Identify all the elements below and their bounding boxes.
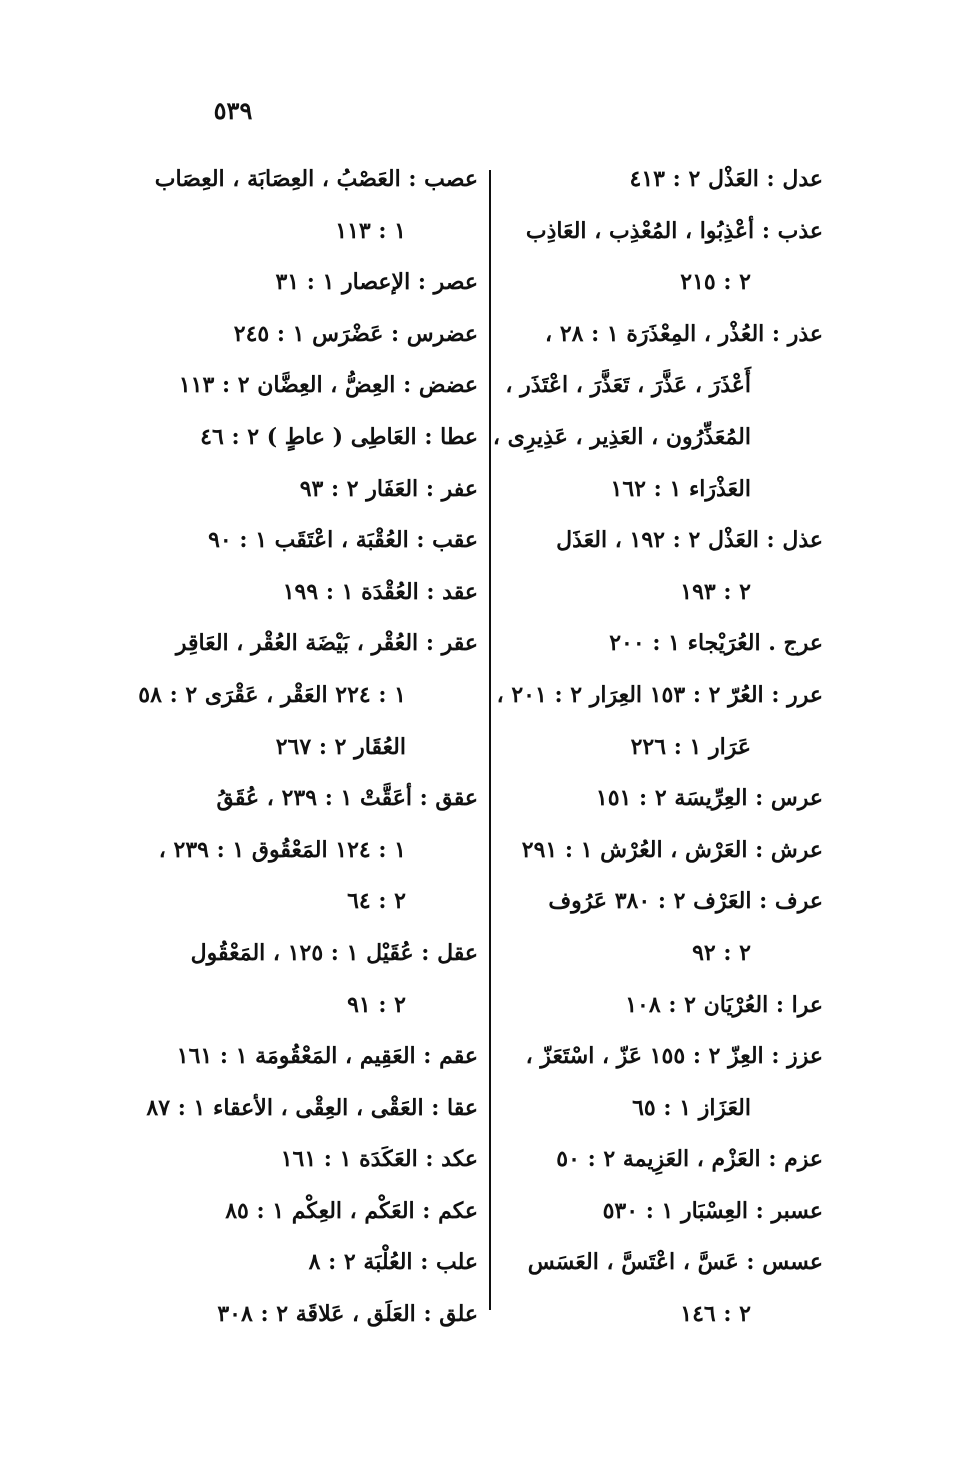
entry-line: عكم : العَكْم ، العِكْم ١ : ٨٥ (225, 1197, 478, 1224)
entry-line: علب : العُلْبَة ٢ : ٨ (308, 1249, 478, 1276)
entry-line: عقل : عُقَيْل ١ : ١٢٥ ، المَعْقُول (190, 939, 478, 966)
entry-line: عقم : العَقِيم ، المَعْقُومَة ١ : ١٦١ (176, 1043, 478, 1070)
left-column (138, 154, 478, 1341)
entry-continuation-line: أَعْذَرَ ، عَذَّرَ ، تَعَذَّرَ ، اعْتَذَر ، (505, 372, 751, 399)
entry-continuation-line: ٢ : ٦٤ (347, 888, 406, 915)
entry-line: عضرس : عَضْرَس ١ : ٢٤٥ (233, 320, 478, 347)
entry-continuation-line: عَرَار ١ : ٢٢٦ (630, 733, 751, 760)
entry-line: عذل : العَذْل ٢ : ١٩٢ ، العَذَل (556, 527, 823, 554)
entry-line: عدل : العَذْل ٢ : ٤١٣ (629, 166, 823, 192)
entry-line: علق : العَلَق ، عَلاقَة ٢ : ٣٠٨ (217, 1301, 478, 1328)
entry-line: عقر : العُقْر ، بَيْضَة العُقْر ، العَاقِر (175, 630, 478, 657)
entry-line: عرش : العَرْش ، العُرْش ١ : ٢٩١ (521, 836, 823, 863)
entry-continuation-line: ١ : ١٢٤ المَعْقُوق ١ : ٢٣٩ ، (158, 836, 406, 863)
entry-line: عرف : العَرْف ٢ : ٣٨٠ عَرُوف (548, 888, 823, 915)
entry-line: عرج . العُرَيْجاء ١ : ٢٠٠ (609, 630, 823, 657)
entry-line: عقق : أعَقَّتْ ١ : ٢٣٩ ، عُقَقُ (216, 785, 478, 812)
entry-continuation-line: ٢ : ٢١٥ (680, 269, 751, 296)
entry-line: عصر : الإعصار ١ : ٣١ (275, 269, 478, 296)
entry-line: عزز : العِزّ ٢ : ١٥٥ عَزّ ، اسْتَعَزّ ، (525, 1043, 823, 1070)
entry-continuation-line: ٢ : ١٩٣ (680, 578, 751, 605)
entry-line: عقد : العُقْدَة ١ : ١٩٩ (282, 578, 478, 605)
entry-continuation-line: ١ : ١١٣ (335, 217, 406, 244)
entry-continuation-line: ١ : ٢٢٤ العَقْر ، عَقْرَى ٢ : ٥٨ (138, 681, 406, 708)
entry-line: عقب : العُقْبَة ، اعْتَقَب ١ : ٩٠ (208, 527, 478, 554)
entry-line: عضض : العِضُّ ، العِضَّان ٢ : ١١٣ (178, 372, 478, 399)
page-number: ٥٣٩ (213, 96, 253, 125)
entry-line: عزم : العَزْم ، العَزِيمة ٢ : ٥٠ (556, 1146, 823, 1173)
column-divider (489, 170, 491, 1310)
entry-line: عكد : العَكَدَة ١ : ١٦١ (280, 1146, 478, 1173)
entry-line: عذر : العُذْر ، المِعْذَرَة ١ : ٢٨ ، (545, 320, 823, 347)
entry-line: عرر : العُرّ ٢ : ١٥٣ العِرَار ٢ : ٢٠١ ، (496, 681, 823, 708)
entry-line: عرا : العُرْيَان ٢ : ١٠٨ (625, 991, 823, 1018)
entry-line: عسبر : العِسْبَار ١ : ٥٣٠ (602, 1197, 823, 1224)
entry-line: عذب : أعْذِبُوا ، المُعْذِب ، العَاذِب (525, 217, 823, 244)
right-column (492, 154, 823, 1341)
entry-continuation-line: ٢ : ٩٢ (692, 939, 751, 966)
entry-continuation-line: العَذْرَاء ١ : ١٦٢ (610, 475, 751, 502)
entry-continuation-line: ٢ : ١٤٦ (680, 1301, 751, 1328)
entry-line: عطا : العَاطِى ( عاطٍ ) ٢ : ٤٦ (200, 423, 478, 450)
entry-line: عرس : العِرِّيسَة ٢ : ١٥١ (595, 785, 823, 812)
entry-line: عصب : العَصْبُ ، العِصَابَة ، العِصَاب (154, 166, 478, 192)
entry-continuation-line: العَزَاز ١ : ٦٥ (632, 1094, 751, 1121)
entry-line: عقا : العَقْى ، العِقْى ، الأعقاء ١ : ٨٧ (146, 1094, 478, 1121)
entry-continuation-line: ٢ : ٩١ (347, 991, 406, 1018)
entry-continuation-line: العُقَار ٢ : ٢٦٧ (275, 733, 406, 760)
entry-continuation-line: المُعَذِّرُون ، العَذِير ، عَذِيرِى ، (492, 423, 751, 450)
entry-line: عسس : عَسَّ ، اعْتَسَّ ، العَسَس (527, 1249, 823, 1276)
entry-line: عفر : العَفَار ٢ : ٩٣ (299, 475, 478, 502)
